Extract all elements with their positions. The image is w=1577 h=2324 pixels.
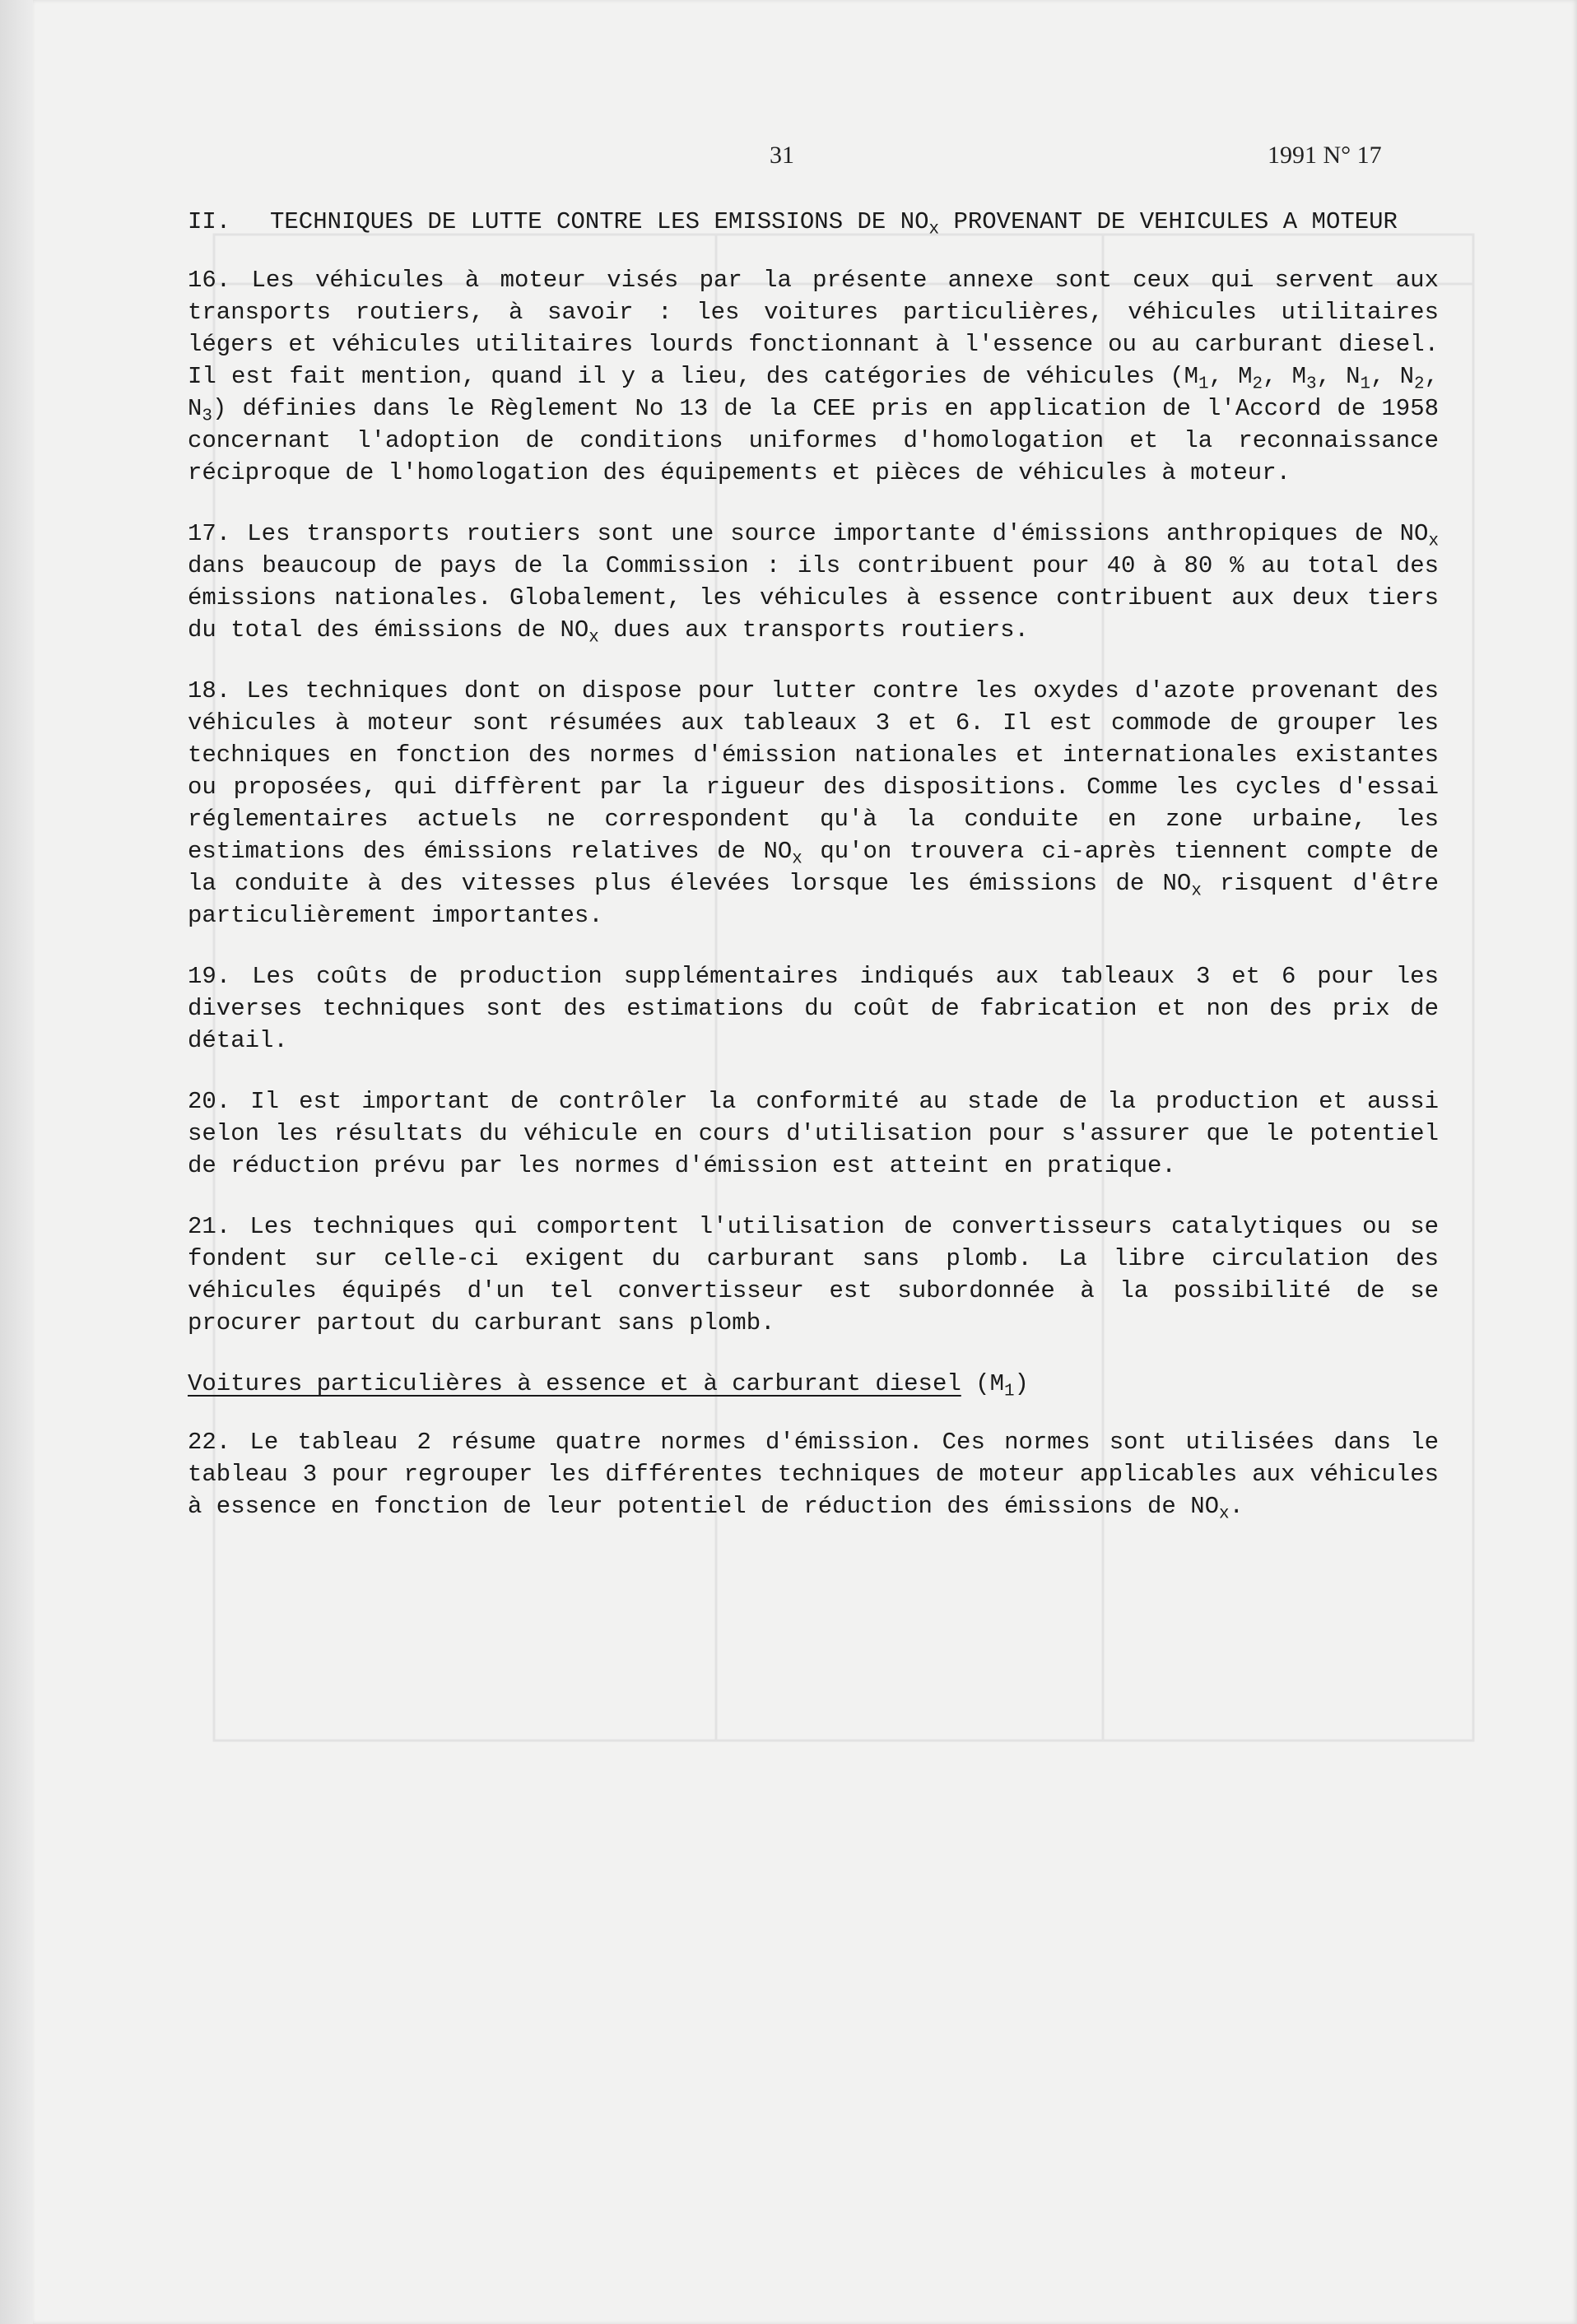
section-title: TECHNIQUES DE LUTTE CONTRE LES EMISSIONS DE $NO_x$ PROVENANT DE VEHICULES A MOTEUR [270, 208, 1398, 239]
section-number: II. [188, 208, 231, 235]
paragraph-19: 19. Les coûts de production supplémentaires indiqués aux tableaux 3 et 6 pour les diverses techniques sont des estimations du coût de fabrication et non des prix de détail. [188, 963, 1439, 1054]
page-edge-shadow [0, 0, 33, 2324]
paragraph-18: 18. Les techniques dont on dispose pour lutter contre les oxydes d'azote provenant des véhicules à moteur sont résumées aux tableaux 3 et 6. Il est commode de grouper les techniques en fonction des normes d'émission nationales et internationales existantes ou proposées, qui diffèrent par la rigueur des dispositions. Comme les cycles d'essai réglementaires actuels ne correspondent qu'à la conduite en zone urbaine, les estimations des émissions relatives de $NO_x$ qu'on trouvera ci-après tiennent compte de la conduite à des vitesses plus élevées lorsque les émissions de $NO_x$ risquent d'être particulièrement importantes. [188, 677, 1439, 929]
paragraph-16: 16. Les véhicules à moteur visés par la présente annexe sont ceux qui servent aux transports routiers, à savoir : les voitures particulières, véhicules utilitaires légers et véhicules utilitaires lourds fonctionnant à l'essence ou au carburant diesel. Il est fait mention, quand il y a lieu, des catégories de véhicules ($M_1$, $M_2$, $M_3$, $N_1$, $N_2$, $N_3$) définies dans le Règlement No 13 de la CEE pris en application de l'Accord de 1958 concernant l'adoption de conditions uniformes d'homologation et la reconnaissance réciproque de l'homologation des équipements et pièces de véhicules à moteur. [188, 267, 1439, 486]
issue-label: 1991 N° 17 [1268, 142, 1382, 169]
document-body [188, 206, 1439, 1551]
subheading-passenger-cars: Voitures particulières à essence et à carburant diesel $(M_1)$ [188, 1370, 1029, 1401]
paragraph-21: 21. Les techniques qui comportent l'utilisation de convertisseurs catalytiques ou se fondent sur celle-ci exigent du carburant sans plomb. La libre circulation des véhicules équipés d'un tel convertisseur est subordonnée à la possibilité de se procurer partout du carburant sans plomb. [188, 1213, 1439, 1336]
paragraph-22: 22. Le tableau 2 résume quatre normes d'émission. Ces normes sont utilisées dans le tableau 3 pour regrouper les différentes techniques de moteur applicables aux véhicules à essence en fonction de leur potentiel de réduction des émissions de $NO_x$. [188, 1429, 1439, 1524]
paragraph-17: 17. Les transports routiers sont une source importante d'émissions anthropiques de $NO_x$ dans beaucoup de pays de la Commission : ils contribuent pour 40 à 80 % au total des émissions nationales. Globalement, les véhicules à essence contribuent aux deux tiers du total des émissions de $NO_x$ dues aux transports routiers. [188, 520, 1439, 648]
page-header [0, 142, 1577, 178]
section-heading [188, 206, 1439, 238]
page-number: 31 [770, 142, 794, 169]
paragraph-20: 20. Il est important de contrôler la conformité au stade de la production et aussi selon les résultats du véhicule en cours d'utilisation pour s'assurer que le potentiel de réduction prévu par les normes d'émission est atteint en pratique. [188, 1088, 1439, 1179]
